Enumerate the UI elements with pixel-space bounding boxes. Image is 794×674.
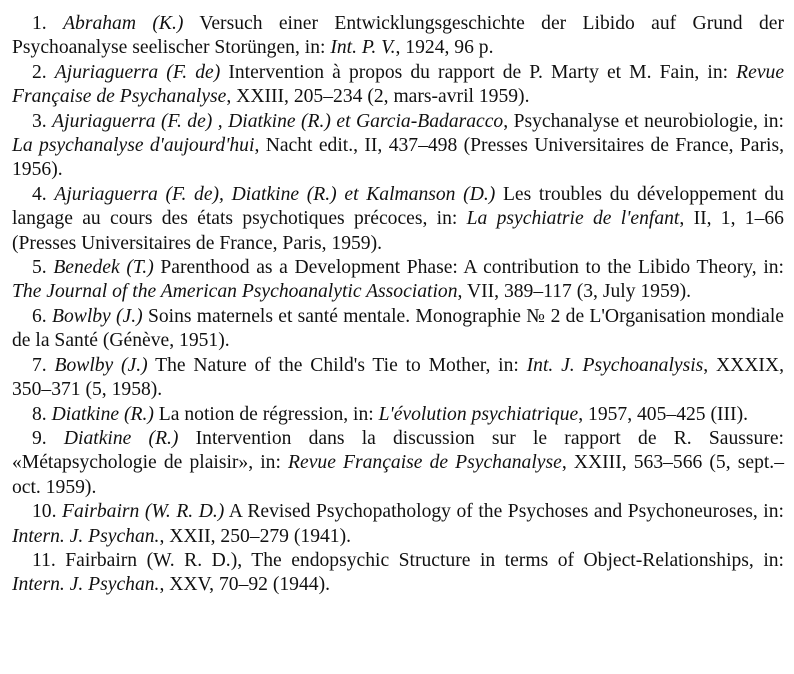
reference-entry — [12, 305, 784, 354]
reference-entry — [12, 403, 784, 427]
reference-entry — [12, 500, 784, 549]
reference-author: Ajuriaguerra (F. de), Diatkine (R.) et Kalmanson (D.) — [54, 183, 496, 205]
reference-number: 5. — [32, 257, 47, 279]
reference-number: 3. — [32, 110, 47, 132]
reference-text: The Nature of the Child's Tie to Mother, in: — [147, 354, 527, 376]
reference-journal: La psychiatrie de l'enfant — [466, 208, 680, 230]
reference-number: 11. — [32, 549, 56, 571]
reference-details: , XXIII, 205–234 (2, mars-avril 1959). — [226, 86, 530, 108]
reference-details: , II, 1, 1–66 (Presses Universitaires de France, Paris, 1959). — [12, 208, 784, 254]
reference-list — [12, 12, 784, 598]
reference-entry — [12, 256, 784, 305]
reference-author: Benedek (T.) — [53, 257, 154, 279]
reference-entry — [12, 427, 784, 500]
reference-text: , Psychanalyse et neurobiologie, in: — [503, 110, 785, 132]
reference-author: Abraham (K.) — [63, 13, 184, 34]
reference-details: , VII, 389–117 (3, July 1959). — [457, 281, 691, 303]
reference-number: 6. — [32, 305, 47, 327]
reference-details: , Nacht edit., II, 437–498 (Presses Universitaires de France, Paris, 1956). — [12, 135, 785, 181]
reference-number: 8. — [32, 403, 47, 425]
reference-text: Soins maternels et santé mentale. Monographie № 2 de L'Organisation mondiale de la Santé (Génève, 1951). — [12, 305, 784, 352]
reference-author: Ajuriaguerra (F. de) , Diatkine (R.) et Garcia-Badaracco — [52, 110, 504, 132]
reference-author: Bowlby (J.) — [51, 305, 143, 327]
reference-text: Fairbairn (W. R. D.), The endopsychic Structure in terms of Object-Relationships, in: — [65, 549, 785, 571]
reference-entry — [12, 61, 784, 110]
reference-number: 4. — [32, 183, 47, 205]
reference-details: , XXXIX, 350–371 (5, 1958). — [12, 354, 784, 401]
reference-text: Parenthood as a Development Phase: A contribution to the Libido Theory, in: — [153, 257, 784, 279]
reference-number: 9. — [32, 427, 47, 449]
reference-author: Diatkine (R.) — [63, 427, 179, 449]
reference-journal: La psychanalyse d'aujourd'hui — [12, 135, 255, 157]
reference-entry — [12, 354, 784, 403]
reference-entry — [12, 12, 784, 61]
reference-details: , XXII, 250–279 (1941). — [159, 525, 352, 547]
reference-journal: Int. P. V. — [330, 37, 396, 59]
reference-journal: L'évolution psychiatrique — [378, 403, 579, 425]
reference-details: , XXV, 70–92 (1944). — [159, 574, 330, 596]
reference-journal: The Journal of the American Psychoanalytic Association — [12, 281, 458, 303]
reference-details: , 1924, 96 p. — [395, 37, 494, 59]
reference-details: , XXIII, 563–566 (5, sept.–oct. 1959). — [12, 452, 785, 498]
reference-text: La notion de régression, in: — [153, 403, 379, 425]
reference-entry — [12, 183, 784, 256]
reference-text: Les troubles du développement du langage au cours des états psychotiques précoces, in: — [12, 183, 784, 230]
reference-details: , 1957, 405–425 (III). — [578, 403, 748, 425]
reference-text: Intervention à propos du rapport de P. Marty et M. Fain, in: — [220, 61, 737, 83]
reference-entry — [12, 110, 784, 183]
reference-author: Ajuriaguerra (F. de) — [54, 61, 221, 83]
reference-entry — [12, 549, 784, 598]
reference-journal: Revue Française de Psychanalyse — [288, 452, 562, 474]
reference-text: A Revised Psychopathology of the Psychoses and Psychoneuroses, in: — [224, 501, 784, 523]
reference-journal: Intern. J. Psychan. — [12, 574, 160, 596]
reference-number: 10. — [32, 501, 57, 523]
reference-journal: Int. J. Psychoanalysis — [526, 354, 704, 376]
reference-author: Fairbairn (W. R. D.) — [62, 501, 225, 523]
reference-text: Versuch einer Entwicklungsgeschichte der Libido auf Grund der Psychoanalyse seelischer Storüngen, in: — [12, 13, 784, 59]
reference-number: 7. — [32, 354, 47, 376]
reference-author: Diatkine (R.) — [51, 403, 154, 425]
reference-text: Intervention dans la discussion sur le rapport de R. Saussure: «Métapsychologie de plaisir», in: — [12, 427, 784, 474]
reference-author: Bowlby (J.) — [54, 354, 148, 376]
reference-journal: Intern. J. Psychan. — [12, 525, 160, 547]
reference-number: 2. — [32, 61, 47, 83]
reference-journal: Revue Française de Psychanalyse — [12, 61, 785, 108]
reference-number: 1. — [32, 13, 47, 34]
